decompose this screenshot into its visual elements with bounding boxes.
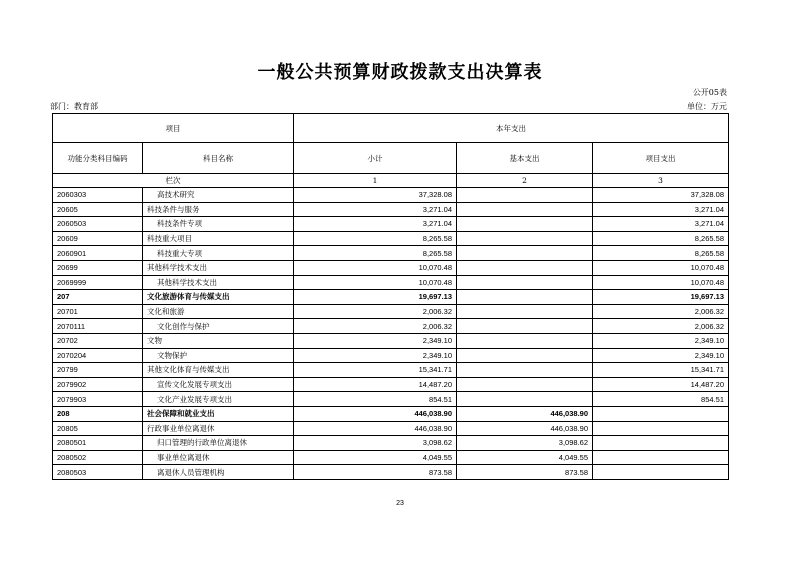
table-row xyxy=(53,290,729,305)
code-cell: 2060901 xyxy=(53,246,143,261)
name-cell: 文化旅游体育与传媒支出 xyxy=(143,290,294,305)
project-cell: 2,349.10 xyxy=(593,333,729,348)
name-cell: 宣传文化发展专项支出 xyxy=(143,377,294,392)
basic-cell xyxy=(457,246,593,261)
basic-cell: 4,049.55 xyxy=(457,450,593,465)
subtotal-cell: 19,697.13 xyxy=(294,290,457,305)
table-row xyxy=(53,377,729,392)
table-row xyxy=(53,333,729,348)
project-cell: 10,070.48 xyxy=(593,275,729,290)
header-project: 项目支出 xyxy=(593,143,729,174)
table-row xyxy=(53,202,729,217)
table-row xyxy=(53,275,729,290)
basic-cell xyxy=(457,304,593,319)
basic-cell xyxy=(457,202,593,217)
code-cell: 2080503 xyxy=(53,465,143,480)
table-body xyxy=(53,188,729,480)
basic-cell: 446,038.90 xyxy=(457,421,593,436)
code-cell: 2070111 xyxy=(53,319,143,334)
project-cell: 10,070.48 xyxy=(593,260,729,275)
basic-cell xyxy=(457,260,593,275)
code-cell: 20699 xyxy=(53,260,143,275)
table-row xyxy=(53,260,729,275)
header-func-code: 功能分类科目编码 xyxy=(53,143,143,174)
basic-cell xyxy=(457,333,593,348)
subtotal-cell: 4,049.55 xyxy=(294,450,457,465)
header-col1: 1 xyxy=(294,174,457,188)
table-row xyxy=(53,319,729,334)
name-cell: 社会保障和就业支出 xyxy=(143,406,294,421)
name-cell: 其他科学技术支出 xyxy=(143,260,294,275)
code-cell: 2079902 xyxy=(53,377,143,392)
name-cell: 其他文化体育与传媒支出 xyxy=(143,363,294,378)
project-cell: 15,341.71 xyxy=(593,363,729,378)
subtotal-cell: 14,487.20 xyxy=(294,377,457,392)
project-cell: 8,265.58 xyxy=(593,246,729,261)
table-row xyxy=(53,246,729,261)
name-cell: 文物 xyxy=(143,333,294,348)
basic-cell: 873.58 xyxy=(457,465,593,480)
code-cell: 20799 xyxy=(53,363,143,378)
code-cell: 2080502 xyxy=(53,450,143,465)
basic-cell xyxy=(457,319,593,334)
header-item: 项目 xyxy=(53,114,294,143)
header-subtotal: 小计 xyxy=(294,143,457,174)
table-row xyxy=(53,406,729,421)
header-col3: 3 xyxy=(593,174,729,188)
subtotal-cell: 8,265.58 xyxy=(294,231,457,246)
name-cell: 文化创作与保护 xyxy=(143,319,294,334)
name-cell: 文化产业发展专项支出 xyxy=(143,392,294,407)
table-row xyxy=(53,188,729,203)
project-cell: 2,006.32 xyxy=(593,319,729,334)
project-cell: 854.51 xyxy=(593,392,729,407)
basic-cell xyxy=(457,188,593,203)
name-cell: 文物保护 xyxy=(143,348,294,363)
report-title: 一般公共预算财政拨款支出决算表 xyxy=(257,62,543,83)
basic-cell: 3,098.62 xyxy=(457,436,593,451)
basic-cell xyxy=(457,275,593,290)
code-cell: 2060303 xyxy=(53,188,143,203)
expenditure-table xyxy=(52,113,729,480)
project-cell: 19,697.13 xyxy=(593,290,729,305)
subtotal-cell: 10,070.48 xyxy=(294,260,457,275)
project-cell xyxy=(593,406,729,421)
name-cell: 离退休人员管理机构 xyxy=(143,465,294,480)
subtotal-cell: 2,006.32 xyxy=(294,304,457,319)
project-cell: 2,349.10 xyxy=(593,348,729,363)
header-col2: 2 xyxy=(457,174,593,188)
project-cell xyxy=(593,465,729,480)
basic-cell xyxy=(457,290,593,305)
code-cell: 2060503 xyxy=(53,217,143,232)
subtotal-cell: 854.51 xyxy=(294,392,457,407)
code-cell: 20609 xyxy=(53,231,143,246)
table-row xyxy=(53,231,729,246)
subtotal-cell: 446,038.90 xyxy=(294,421,457,436)
name-cell: 高技术研究 xyxy=(143,188,294,203)
name-cell: 其他科学技术支出 xyxy=(143,275,294,290)
name-cell: 事业单位离退休 xyxy=(143,450,294,465)
basic-cell xyxy=(457,377,593,392)
project-cell xyxy=(593,450,729,465)
subtotal-cell: 2,006.32 xyxy=(294,319,457,334)
table-row xyxy=(53,465,729,480)
subtotal-cell: 446,038.90 xyxy=(294,406,457,421)
name-cell: 科技条件与服务 xyxy=(143,202,294,217)
subtotal-cell: 3,098.62 xyxy=(294,436,457,451)
table-row xyxy=(53,217,729,232)
code-cell: 20701 xyxy=(53,304,143,319)
code-cell: 2069999 xyxy=(53,275,143,290)
code-cell: 2070204 xyxy=(53,348,143,363)
code-cell: 20605 xyxy=(53,202,143,217)
table-row xyxy=(53,348,729,363)
table-row xyxy=(53,392,729,407)
subtotal-cell: 873.58 xyxy=(294,465,457,480)
subtotal-cell: 2,349.10 xyxy=(294,333,457,348)
code-cell: 207 xyxy=(53,290,143,305)
name-cell: 科技重大项目 xyxy=(143,231,294,246)
project-cell: 8,265.58 xyxy=(593,231,729,246)
project-cell xyxy=(593,421,729,436)
code-cell: 208 xyxy=(53,406,143,421)
project-cell: 37,328.08 xyxy=(593,188,729,203)
header-subject-name: 科目名称 xyxy=(143,143,294,174)
code-cell: 20702 xyxy=(53,333,143,348)
subtotal-cell: 2,349.10 xyxy=(294,348,457,363)
code-cell: 2080501 xyxy=(53,436,143,451)
project-cell: 2,006.32 xyxy=(593,304,729,319)
header-basic: 基本支出 xyxy=(457,143,593,174)
table-row xyxy=(53,450,729,465)
basic-cell xyxy=(457,392,593,407)
basic-cell: 446,038.90 xyxy=(457,406,593,421)
name-cell: 文化和旅游 xyxy=(143,304,294,319)
subtotal-cell: 3,271.04 xyxy=(294,217,457,232)
project-cell: 3,271.04 xyxy=(593,202,729,217)
table-row xyxy=(53,363,729,378)
project-cell: 14,487.20 xyxy=(593,377,729,392)
form-number: 公开05表 xyxy=(692,88,727,97)
subtotal-cell: 3,271.04 xyxy=(294,202,457,217)
unit-label: 单位：万元 xyxy=(687,102,727,111)
name-cell: 科技重大专项 xyxy=(143,246,294,261)
basic-cell xyxy=(457,217,593,232)
subtotal-cell: 37,328.08 xyxy=(294,188,457,203)
department-label: 部门：教育部 xyxy=(50,102,98,111)
name-cell: 科技条件专项 xyxy=(143,217,294,232)
code-cell: 2079903 xyxy=(53,392,143,407)
page-number: 23 xyxy=(396,500,404,507)
code-cell: 20805 xyxy=(53,421,143,436)
subtotal-cell: 10,070.48 xyxy=(294,275,457,290)
header-column-no: 栏次 xyxy=(53,174,294,188)
table-row xyxy=(53,304,729,319)
subtotal-cell: 8,265.58 xyxy=(294,246,457,261)
table-row xyxy=(53,421,729,436)
basic-cell xyxy=(457,348,593,363)
basic-cell xyxy=(457,231,593,246)
basic-cell xyxy=(457,363,593,378)
name-cell: 行政事业单位离退休 xyxy=(143,421,294,436)
subtotal-cell: 15,341.71 xyxy=(294,363,457,378)
table-row xyxy=(53,436,729,451)
header-current-year: 本年支出 xyxy=(294,114,729,143)
project-cell: 3,271.04 xyxy=(593,217,729,232)
name-cell: 归口管理的行政单位离退休 xyxy=(143,436,294,451)
project-cell xyxy=(593,436,729,451)
